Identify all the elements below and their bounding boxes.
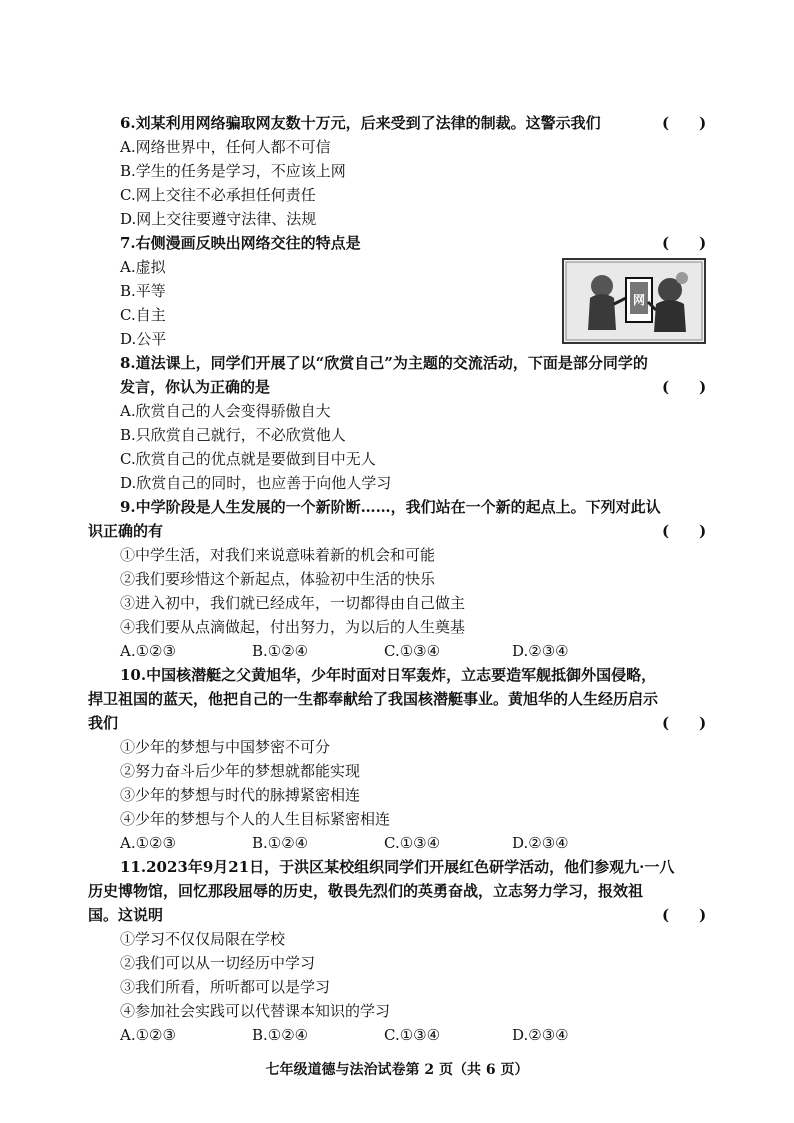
- q11-statement-4: ④参加社会实践可以代替课本知识的学习: [120, 1002, 391, 1020]
- q9-statement-3: ③进入初中，我们就已经成年，一切都得由自己做主: [120, 594, 466, 612]
- q10-choice-c: C.①③④: [384, 834, 441, 852]
- q11-choice-b: B.①②④: [252, 1026, 309, 1044]
- q7-option-c: C.自主: [120, 306, 166, 324]
- q10-answer-paren: ( ): [662, 714, 707, 732]
- q10-choice-b: B.①②④: [252, 834, 309, 852]
- cartoon-screen-text: 网: [632, 293, 646, 307]
- page-footer: 七年级道德与法治试卷第 2 页（共 6 页）: [265, 1062, 529, 1078]
- q9-choice-a: A.①②③: [120, 642, 176, 660]
- q9-statement-4: ④我们要从点滴做起，付出努力，为以后的人生奠基: [120, 618, 466, 636]
- q11-choice-d: D.②③④: [512, 1026, 569, 1044]
- q9-stem-line-1: 9.中学阶段是人生发展的一个新阶断……，我们站在一个新的起点上。下列对此认: [120, 498, 661, 516]
- q10-choice-a: A.①②③: [120, 834, 176, 852]
- q11-choices: [0, 1024, 794, 1046]
- q10-stem-line-1: 10.中国核潜艇之父黄旭华，少年时面对日军轰炸，立志要造军舰抵御外国侵略，: [120, 666, 657, 684]
- q9-stem-line-2: 识正确的有: [88, 522, 164, 540]
- q6-option-a: A.网络世界中，任何人都不可信: [120, 138, 331, 156]
- q8-stem-line-1: 8.道法课上，同学们开展了以“欣赏自己”为主题的交流活动，下面是部分同学的: [120, 354, 648, 372]
- q6-option-b: B.学生的任务是学习，不应该上网: [120, 162, 346, 180]
- q8-option-a: A.欣赏自己的人会变得骄傲自大: [120, 402, 331, 420]
- q10-statement-1: ①少年的梦想与中国梦密不可分: [120, 738, 331, 756]
- q8-answer-paren: ( ): [662, 378, 707, 396]
- q10-statement-2: ②努力奋斗后少年的梦想就都能实现: [120, 762, 361, 780]
- q7-option-d: D.公平: [120, 330, 167, 348]
- q8-option-c: C.欣赏自己的优点就是要做到目中无人: [120, 450, 376, 468]
- q11-statement-1: ①学习不仅仅局限在学校: [120, 930, 286, 948]
- q8-option-b: B.只欣赏自己就行，不必欣赏他人: [120, 426, 346, 444]
- cartoon-illustration: [564, 260, 704, 342]
- q7-answer-paren: ( ): [662, 234, 707, 252]
- q7-cartoon-image: [562, 258, 706, 344]
- q7-option-b: B.平等: [120, 282, 166, 300]
- q8-option-d: D.欣赏自己的同时，也应善于向他人学习: [120, 474, 392, 492]
- q11-choice-a: A.①②③: [120, 1026, 176, 1044]
- q9-answer-paren: ( ): [662, 522, 707, 540]
- q9-statement-2: ②我们要珍惜这个新起点，体验初中生活的快乐: [120, 570, 436, 588]
- q10-statement-4: ④少年的梦想与个人的人生目标紧密相连: [120, 810, 391, 828]
- q7-stem: 7.右侧漫画反映出网络交往的特点是: [120, 234, 361, 252]
- q6-option-c: C.网上交往不必承担任何责任: [120, 186, 316, 204]
- q9-statement-1: ①中学生活，对我们来说意味着新的机会和可能: [120, 546, 436, 564]
- q7-option-a: A.虚拟: [120, 258, 166, 276]
- q9-choice-d: D.②③④: [512, 642, 569, 660]
- q10-stem-line-3: 我们: [88, 714, 119, 732]
- q10-choice-d: D.②③④: [512, 834, 569, 852]
- q8-stem-line-2: 发言，你认为正确的是: [120, 378, 271, 396]
- q9-choices: [0, 640, 794, 662]
- q11-statement-2: ②我们可以从一切经历中学习: [120, 954, 316, 972]
- q6-option-d: D.网上交往要遵守法律、法规: [120, 210, 317, 228]
- q9-choice-c: C.①③④: [384, 642, 441, 660]
- q6-stem: 6.刘某利用网络骗取网友数十万元，后来受到了法律的制裁。这警示我们: [120, 114, 601, 132]
- q11-stem-line-2: 历史博物馆，回忆那段屈辱的历史，敬畏先烈们的英勇奋战，立志努力学习，报效祖: [88, 882, 644, 900]
- q11-choice-c: C.①③④: [384, 1026, 441, 1044]
- q11-stem-line-1: 11.2023年9月21日，于洪区某校组织同学们开展红色研学活动，他们参观九·一八: [120, 858, 675, 876]
- q11-statement-3: ③我们所看，所听都可以是学习: [120, 978, 331, 996]
- q11-answer-paren: ( ): [662, 906, 707, 924]
- q9-choice-b: B.①②④: [252, 642, 309, 660]
- q10-statement-3: ③少年的梦想与时代的脉搏紧密相连: [120, 786, 361, 804]
- q10-choices: [0, 832, 794, 854]
- q6-answer-paren: ( ): [662, 114, 707, 132]
- q11-stem-line-3: 国。这说明: [88, 906, 164, 924]
- q10-stem-line-2: 捍卫祖国的蓝天，他把自己的一生都奉献给了我国核潜艇事业。黄旭华的人生经历启示: [88, 690, 659, 708]
